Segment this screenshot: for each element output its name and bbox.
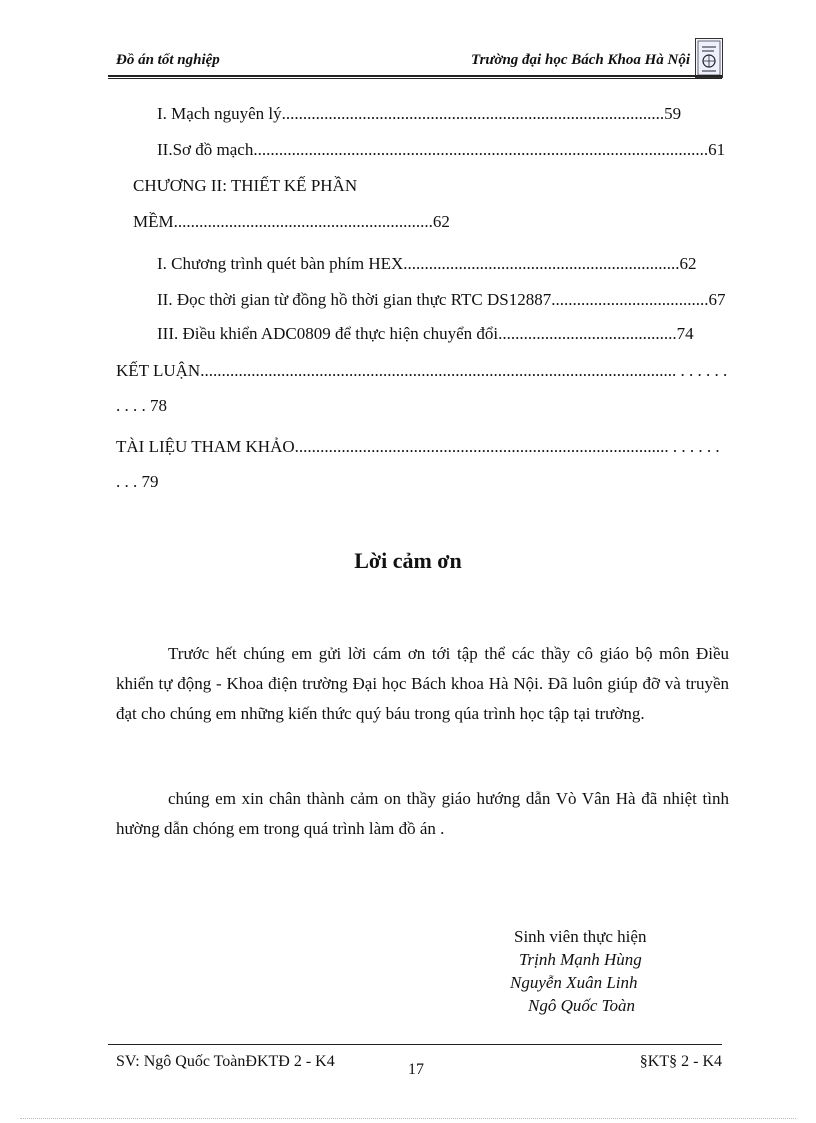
header-rule-thin — [108, 78, 722, 79]
thanks-title: Lời cảm ơn — [354, 548, 462, 573]
university-logo-icon — [695, 38, 723, 78]
signature-name: Trịnh Mạnh Hùng — [519, 950, 642, 969]
toc-item: KẾT LUẬN................................................................................................................ . . . . . . — [116, 361, 728, 380]
toc-item: TÀI LIỆU THAM KHẢO........................................................................................ . . . . . . — [116, 437, 720, 456]
toc-item-continuation: . . . . 78 — [116, 396, 167, 415]
footer-left: SV: Ngô Quốc ToànĐKTĐ 2 - K4 — [116, 1053, 335, 1070]
toc-chapter-heading: CHƯƠNG II: THIẾT KẾ PHẦN — [133, 176, 358, 195]
footer-right: §KT§ 2 - K4 — [639, 1053, 722, 1070]
thanks-paragraph-2: chúng em xin chân thành cảm on thầy giáo hướng dẫn Vò Vân Hà đã nhiệt tình hường dẫn chóng em trong quá trình làm đồ án . — [116, 789, 729, 838]
page-number: 17 — [408, 1061, 424, 1078]
toc-item-continuation: . . . 79 — [116, 472, 159, 491]
header-rule — [108, 75, 722, 77]
signature-name: Nguyễn Xuân Linh — [510, 973, 638, 992]
toc-item: II.Sơ đồ mạch...........................................................................................................61 — [157, 140, 726, 159]
signature-label: Sinh viên thực hiện — [514, 927, 647, 946]
header-left-title: Đồ án tốt nghiệp — [116, 52, 220, 68]
header-right-title: Trường đại học Bách Khoa Hà Nội — [470, 52, 690, 68]
toc-item: MỀM.............................................................62 — [133, 212, 450, 231]
signature-name: Ngô Quốc Toàn — [528, 996, 636, 1015]
page-bottom-border — [20, 1118, 796, 1119]
footer-rule — [108, 1044, 722, 1045]
toc-item: I. Mạch nguyên lý..........................................................................................59 — [157, 104, 682, 123]
thanks-paragraph-1: Trước hết chúng em gửi lời cám ơn tới tập thể các thầy cô giáo bộ môn Điều khiển tự động - Khoa điện trường Đại học Bách khoa Hà Nội. Đã luôn giúp đỡ và truyền đạt cho chúng em những kiến thức quý báu trong qúa trình học tập tại trường. — [116, 644, 729, 723]
toc-item: II. Đọc thời gian từ đồng hồ thời gian thực RTC DS12887.....................................67 — [157, 290, 726, 309]
toc-item: I. Chương trình quét bàn phím HEX.................................................................62 — [157, 254, 697, 273]
toc-item: III. Điều khiển ADC0809 để thực hiện chuyển đổi..........................................74 — [157, 324, 694, 343]
